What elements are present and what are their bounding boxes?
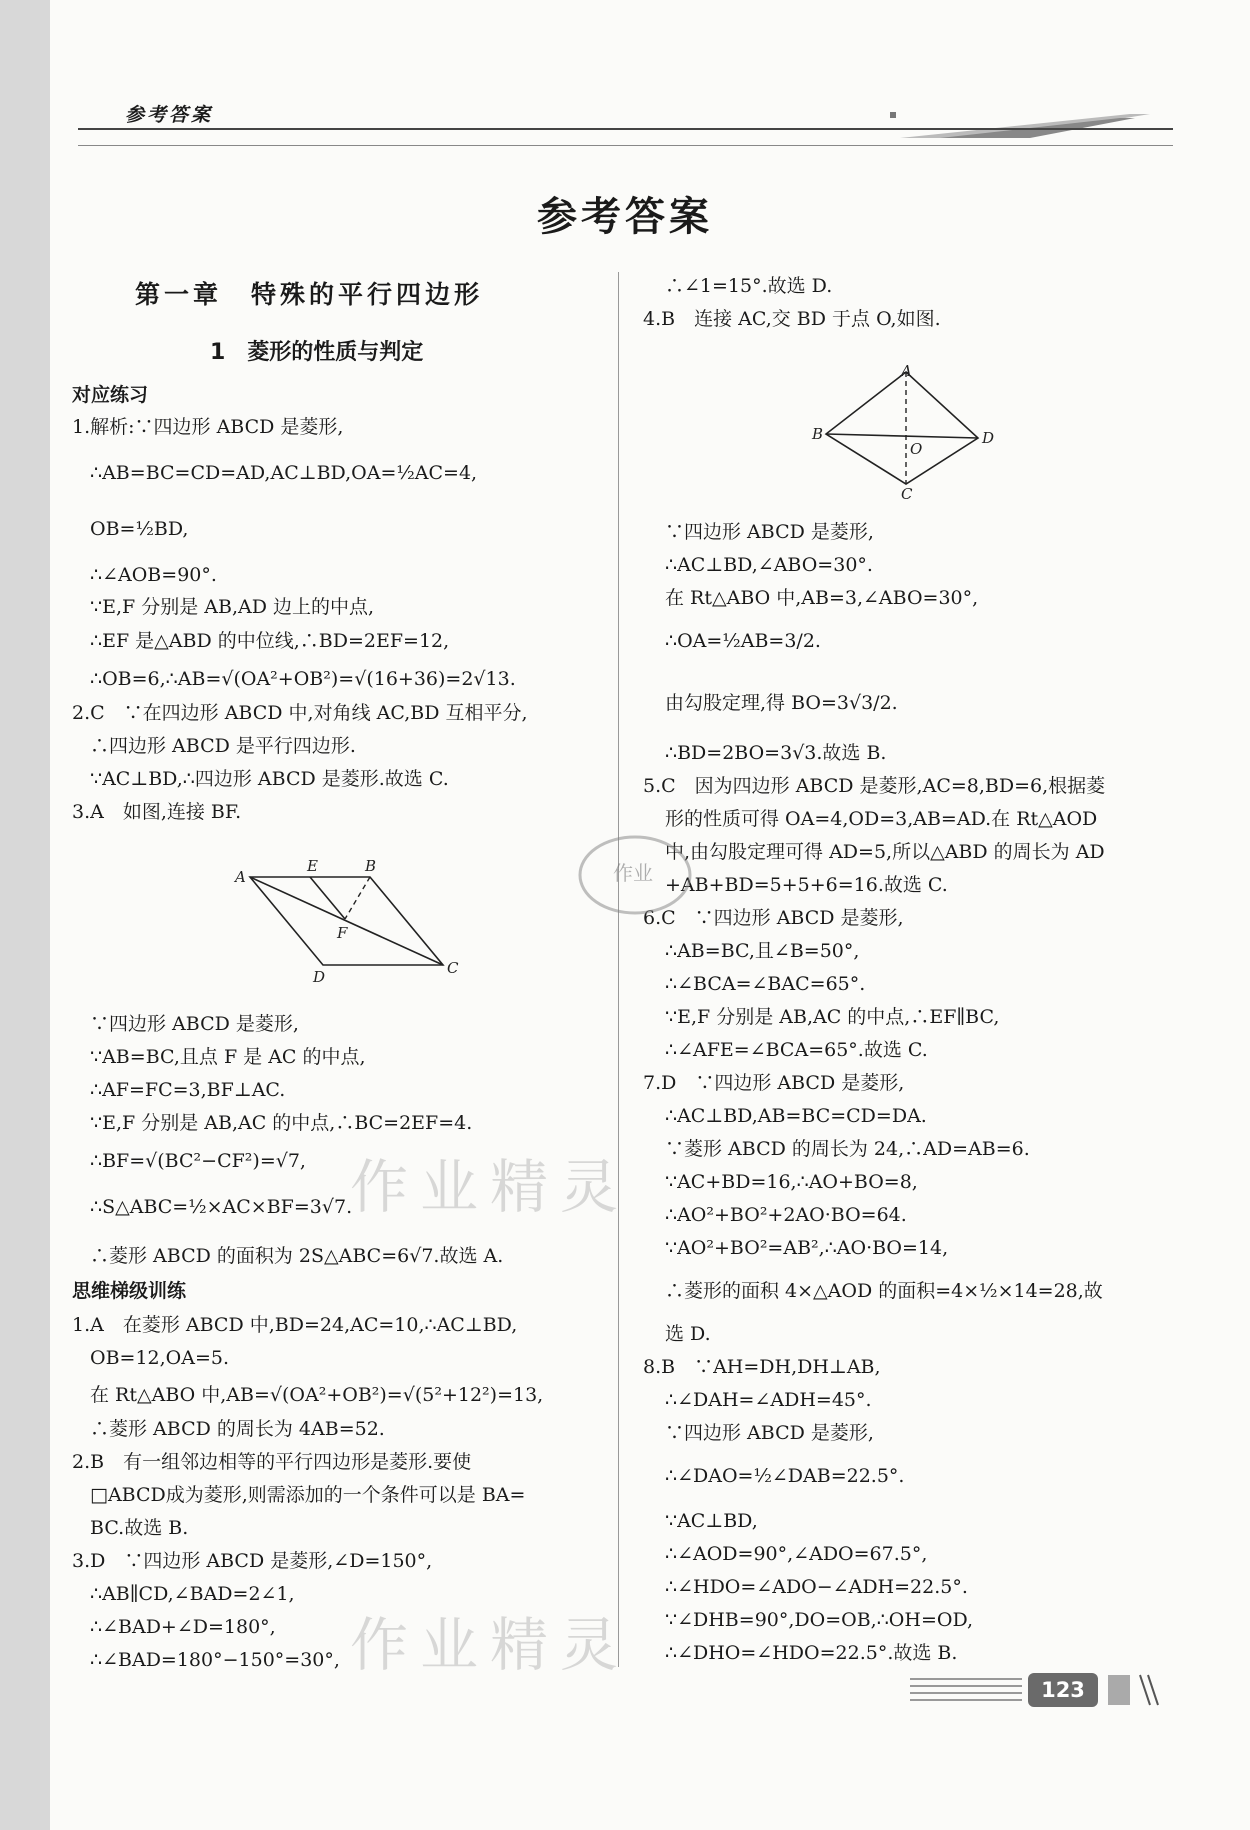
answer-line: 由勾股定理,得 BO=3√3/2. — [665, 692, 898, 714]
header-rule — [78, 128, 1173, 130]
fig-label-f: F — [337, 924, 348, 942]
answer-line: ∵AB=BC,且点 F 是 AC 的中点, — [90, 1046, 366, 1068]
answer-line: 形的性质可得 OA=4,OD=3,AB=AD.在 Rt△AOD — [665, 808, 1098, 830]
fig-label-c: C — [901, 485, 913, 502]
header-rule-thin — [78, 145, 1173, 146]
diagonal-bd — [826, 434, 978, 438]
answer-line: ∴∠DHO=∠HDO=22.5°.故选 B. — [665, 1642, 958, 1664]
answer-line: ∴EF 是△ABD 的中位线,∴BD=2EF=12, — [90, 630, 450, 652]
answer-line: OB=12,OA=5. — [90, 1347, 230, 1369]
page-title: 参考答案 — [537, 193, 713, 240]
fig-label-o: O — [910, 440, 923, 458]
answer-line: ∵菱形 ABCD 的周长为 24,∴AD=AB=6. — [665, 1138, 1030, 1160]
answer-line: ∴AB∥CD,∠BAD=2∠1, — [90, 1583, 295, 1605]
answer-line: ∴BD=2BO=3√3.故选 B. — [665, 742, 887, 764]
answer-line: ∴∠HDO=∠ADO−∠ADH=22.5°. — [665, 1576, 968, 1598]
fig-label-c: C — [447, 959, 459, 977]
answer-line: 8.B ∵AH=DH,DH⊥AB, — [643, 1356, 881, 1378]
answer-line: ∴∠1=15°.故选 D. — [665, 275, 833, 297]
fig-label-d: D — [313, 968, 326, 985]
answer-line: ∴AO²+BO²+2AO·BO=64. — [665, 1204, 907, 1226]
answer-line: ∴菱形 ABCD 的面积为 2S△ABC=6√7.故选 A. — [90, 1245, 504, 1267]
answer-line: ∴AC⊥BD,∠ABO=30°. — [665, 554, 873, 576]
answer-line: ∴OA=½AB=3/2. — [665, 630, 821, 652]
page-corner-decoration — [1108, 1673, 1168, 1707]
answer-line: ∵∠DHB=90°,DO=OB,∴OH=OD, — [665, 1609, 974, 1631]
fig-label-b: B — [812, 425, 824, 443]
page-number-decoration — [910, 1673, 1022, 1707]
answer-line: 1.A 在菱形 ABCD 中,BD=24,AC=10,∴AC⊥BD, — [72, 1314, 518, 1336]
svg-text:作业: 作业 — [613, 861, 653, 885]
answer-line: ∴四边形 ABCD 是平行四边形. — [90, 735, 356, 757]
subheading-training: 思维梯级训练 — [72, 1280, 187, 1302]
page-number: 123 — [1041, 1678, 1085, 1702]
running-header: 参考答案 — [125, 104, 214, 126]
fig-label-a: A — [901, 362, 912, 380]
rhombus-outline — [826, 372, 978, 484]
answer-line: 在 Rt△ABO 中,AB=3,∠ABO=30°, — [665, 587, 979, 609]
column-divider — [618, 272, 619, 1667]
segment-bf — [345, 877, 370, 919]
answer-line: OB=½BD, — [90, 518, 189, 540]
answer-line: 3.D ∵四边形 ABCD 是菱形,∠D=150°, — [72, 1550, 433, 1572]
answer-line: ∴菱形的面积 4×△AOD 的面积=4×½×14=28,故 — [665, 1280, 1103, 1302]
answer-line: +AB+BD=5+5+6=16.故选 C. — [665, 874, 948, 896]
answer-line: ∵AC⊥BD, — [665, 1510, 758, 1532]
subheading-practice: 对应练习 — [72, 384, 149, 406]
answer-line: 选 D. — [665, 1323, 711, 1345]
watermark: 作业精灵 — [350, 1611, 631, 1679]
answer-line: 7.D ∵四边形 ABCD 是菱形, — [643, 1072, 905, 1094]
fig-label-a: A — [235, 868, 246, 886]
answer-line: ∴BF=√(BC²−CF²)=√7, — [90, 1150, 306, 1172]
answer-line: ∴AC⊥BD,AB=BC=CD=DA. — [665, 1105, 927, 1127]
answer-line: ∵E,F 分别是 AB,AC 的中点,∴EF∥BC, — [665, 1006, 1000, 1028]
answer-line: ∴∠AFE=∠BCA=65°.故选 C. — [665, 1039, 928, 1061]
answer-line: ∵E,F 分别是 AB,AD 边上的中点, — [90, 596, 375, 618]
answer-line: ∴∠BCA=∠BAC=65°. — [665, 973, 866, 995]
answer-line: 中,由勾股定理可得 AD=5,所以△ABD 的周长为 AD — [665, 841, 1105, 863]
figure-rhombus-4 — [808, 362, 998, 502]
figure-rhombus-3 — [225, 855, 465, 985]
answer-line: 6.C ∵四边形 ABCD 是菱形, — [643, 907, 904, 929]
answer-line: 5.C 因为四边形 ABCD 是菱形,AC=8,BD=6,根据菱 — [643, 775, 1106, 797]
answer-line: ∵四边形 ABCD 是菱形, — [665, 521, 874, 543]
answer-line: ∴OB=6,∴AB=√(OA²+OB²)=√(16+36)=2√13. — [90, 668, 516, 690]
answer-line: ∵AC⊥BD,∴四边形 ABCD 是菱形.故选 C. — [90, 768, 449, 790]
watermark: 作业精灵 — [350, 1153, 631, 1221]
answer-line: ∵AC+BD=16,∴AO+BO=8, — [665, 1171, 918, 1193]
answer-line: ∴∠DAH=∠ADH=45°. — [665, 1389, 872, 1411]
fig-label-d: D — [982, 429, 995, 447]
diagonal-ac — [250, 877, 443, 965]
answer-line: 在 Rt△ABO 中,AB=√(OA²+OB²)=√(5²+12²)=13, — [90, 1384, 544, 1406]
answer-line: ∴AB=BC=CD=AD,AC⊥BD,OA=½AC=4, — [90, 462, 478, 484]
fig-label-b: B — [365, 857, 377, 875]
answer-line: ∴菱形 ABCD 的周长为 4AB=52. — [90, 1418, 385, 1440]
answer-line: ∵E,F 分别是 AB,AC 的中点,∴BC=2EF=4. — [90, 1112, 473, 1134]
answer-line: BC.故选 B. — [90, 1517, 189, 1539]
answer-line: 3.A 如图,连接 BF. — [72, 801, 242, 823]
answer-line: 2.C ∵在四边形 ABCD 中,对角线 AC,BD 互相平分, — [72, 702, 528, 724]
answer-line: ∴∠BAD=180°−150°=30°, — [90, 1649, 340, 1671]
answer-line: ∴AF=FC=3,BF⊥AC. — [90, 1079, 286, 1101]
answer-line: ∴S△ABC=½×AC×BF=3√7. — [90, 1196, 353, 1218]
answer-line: 4.B 连接 AC,交 BD 于点 O,如图. — [643, 308, 941, 330]
answer-line: ∵四边形 ABCD 是菱形, — [665, 1422, 874, 1444]
section-heading: 1 菱形的性质与判定 — [210, 340, 424, 365]
answer-line: 1.解析:∵四边形 ABCD 是菱形, — [72, 416, 344, 438]
answer-line: ∴∠BAD+∠D=180°, — [90, 1616, 276, 1638]
answer-line: ∵AO²+BO²=AB²,∴AO·BO=14, — [665, 1237, 949, 1259]
header-decoration — [880, 110, 1150, 144]
fig-label-e: E — [307, 857, 318, 875]
answer-line: ∴AB=BC,且∠B=50°, — [665, 940, 860, 962]
answer-line: ∵四边形 ABCD 是菱形, — [90, 1013, 299, 1035]
answer-line: 2.B 有一组邻边相等的平行四边形是菱形.要使 — [72, 1451, 472, 1473]
chapter-heading: 第一章 特殊的平行四边形 — [135, 280, 484, 309]
answer-line: ∴∠AOB=90°. — [90, 564, 217, 586]
answer-line: ∴∠DAO=½∠DAB=22.5°. — [665, 1465, 905, 1487]
answer-line: □ABCD成为菱形,则需添加的一个条件可以是 BA= — [90, 1484, 526, 1506]
answer-line: ∴∠AOD=90°,∠ADO=67.5°, — [665, 1543, 928, 1565]
stamp-seal — [575, 830, 695, 920]
